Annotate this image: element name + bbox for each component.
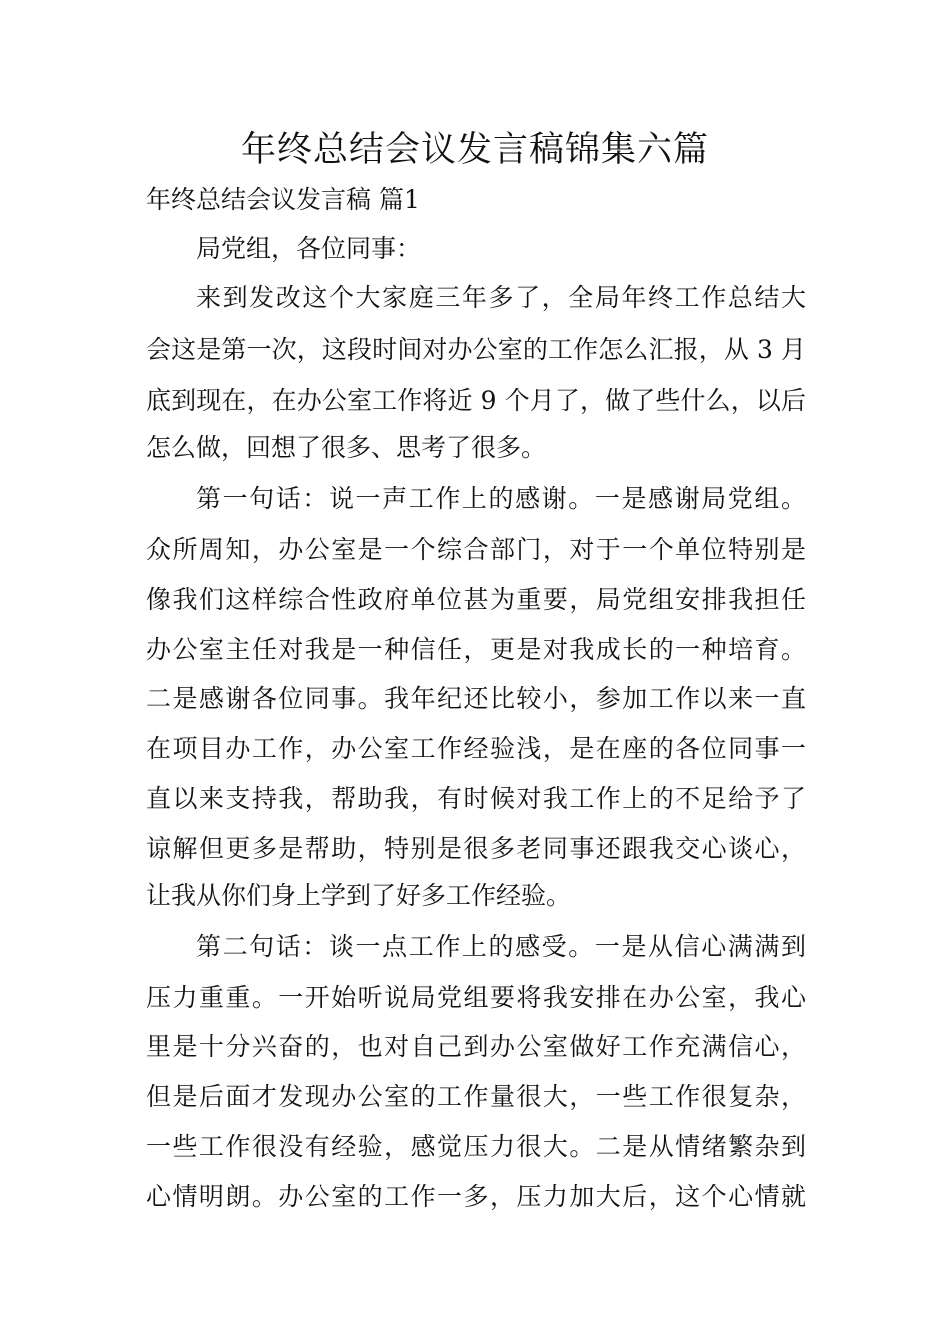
paragraph-line: 一些工作很没有经验，感觉压力很大。二是从情绪繁杂到 bbox=[146, 1132, 806, 1161]
document-subtitle: 年终总结会议发言稿 篇1 bbox=[146, 185, 420, 214]
paragraph-line: 让我从你们身上学到了好多工作经验。 bbox=[146, 881, 572, 910]
document-title: 年终总结会议发言稿锦集六篇 bbox=[240, 130, 709, 170]
paragraph-line: 在项目办工作，办公室工作经验浅，是在座的各位同事一 bbox=[146, 734, 806, 763]
paragraph-line: 众所周知，办公室是一个综合部门，对于一个单位特别是 bbox=[146, 535, 806, 564]
paragraph-line: 办公室主任对我是一种信任，更是对我成长的一种培育。 bbox=[146, 635, 806, 664]
paragraph-line: 来到发改这个大家庭三年多了，全局年终工作总结大 bbox=[196, 283, 806, 312]
paragraph-line: 底到现在，在办公室工作将近 9 个月了，做了些什么，以后 bbox=[146, 386, 806, 415]
paragraph-line: 第二句话：谈一点工作上的感受。一是从信心满满到 bbox=[196, 932, 806, 961]
paragraph-line: 谅解但更多是帮助，特别是很多老同事还跟我交心谈心， bbox=[146, 834, 806, 863]
paragraph-line: 心情明朗。办公室的工作一多，压力加大后，这个心情就 bbox=[146, 1182, 806, 1211]
paragraph-line: 直以来支持我，帮助我，有时候对我工作上的不足给予了 bbox=[146, 784, 806, 813]
paragraph-line: 二是感谢各位同事。我年纪还比较小，参加工作以来一直 bbox=[146, 684, 806, 713]
paragraph-line: 像我们这样综合性政府单位甚为重要，局党组安排我担任 bbox=[146, 585, 806, 614]
paragraph-line: 第一句话：说一声工作上的感谢。一是感谢局党组。 bbox=[196, 484, 806, 513]
salutation: 局党组，各位同事： bbox=[196, 234, 422, 263]
paragraph-line: 压力重重。一开始听说局党组要将我安排在办公室，我心 bbox=[146, 983, 806, 1012]
paragraph-line: 但是后面才发现办公室的工作量很大，一些工作很复杂， bbox=[146, 1082, 806, 1111]
paragraph-line: 里是十分兴奋的，也对自己到办公室做好工作充满信心， bbox=[146, 1032, 806, 1061]
paragraph-line: 怎么做，回想了很多、思考了很多。 bbox=[146, 433, 547, 462]
paragraph-line: 会这是第一次，这段时间对办公室的工作怎么汇报，从 3 月 bbox=[146, 335, 806, 364]
